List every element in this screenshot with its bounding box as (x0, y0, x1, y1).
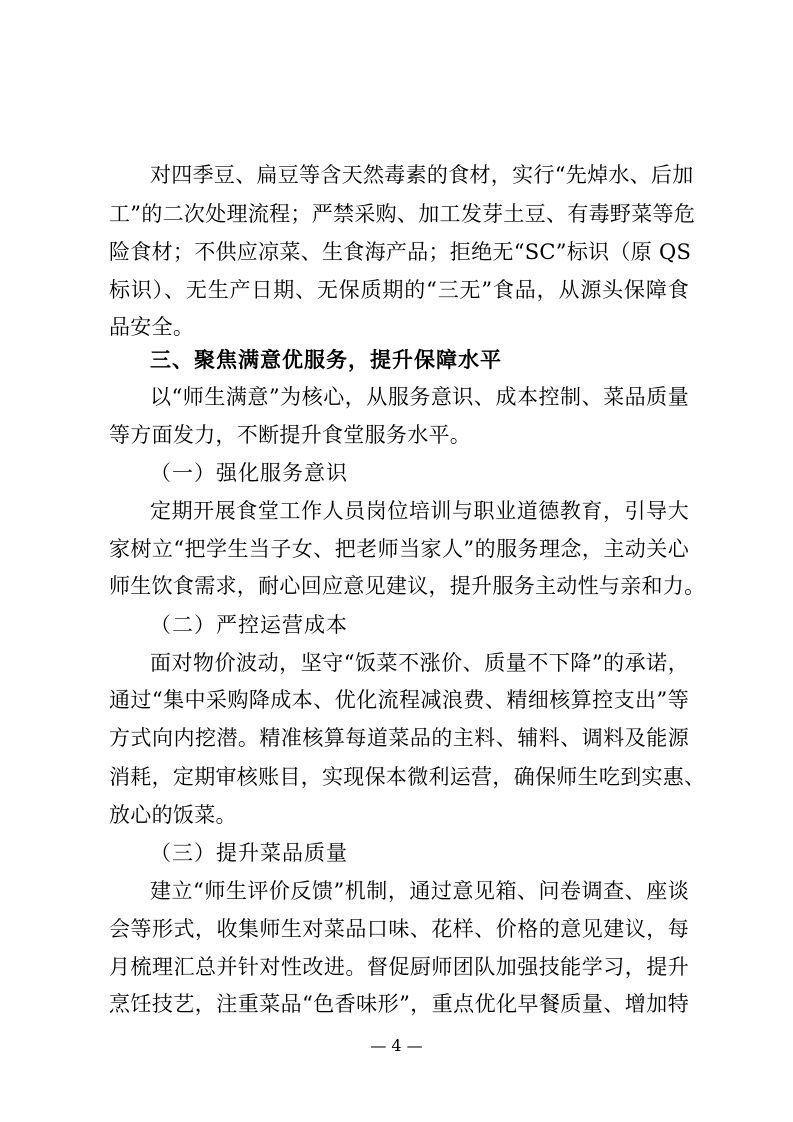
paragraph-line: 师生饮食需求，耐心回应意见建议，提升服务主动性与亲和力。 (109, 574, 706, 598)
paragraph-line: 定期开展食堂工作人员岗位培训与职业道德教育，引导大 (150, 499, 689, 523)
paragraph-line: 家树立“把学生当子女、把老师当家人”的服务理念，主动关心 (109, 537, 689, 561)
subsection-heading: （二）严控运营成本 (150, 613, 348, 637)
paragraph-line: 消耗，定期审核账目，实现保本微利运营，确保师生吃到实惠、 (109, 765, 706, 789)
paragraph-line: 工”的二次处理流程；严禁采购、加工发芽土豆、有毒野菜等危 (109, 202, 696, 226)
paragraph-line: 险食材；不供应凉菜、生食海产品；拒绝无“SC”标识（原 QS (109, 240, 692, 264)
paragraph-line: 品安全。 (109, 315, 195, 339)
paragraph-line: 标识）、无生产日期、无保质期的“三无”食品，从源头保障食 (109, 278, 689, 302)
section-heading: 三、聚焦满意优服务，提升保障水平 (150, 348, 502, 372)
subsection-heading: （一）强化服务意识 (150, 461, 348, 485)
paragraph-line: 等方面发力，不断提升食堂服务水平。 (109, 423, 472, 447)
paragraph-line: 以“师生满意”为核心，从服务意识、成本控制、菜品质量 (150, 385, 689, 409)
paragraph-line: 对四季豆、扁豆等含天然毒素的食材，实行“先焯水、后加 (150, 163, 694, 187)
subsection-heading: （三）提升菜品质量 (150, 841, 348, 865)
paragraph-line: 建立“师生评价反馈”机制，通过意见箱、问卷调查、座谈 (150, 879, 689, 903)
paragraph-line: 通过“集中采购降成本、优化流程减浪费、精细核算控支出”等 (109, 688, 689, 712)
paragraph-line: 面对物价波动，坚守“饭菜不涨价、质量不下降”的承诺， (150, 651, 689, 675)
paragraph-line: 方式向内挖潜。精准核算每道菜品的主料、辅料、调料及能源 (109, 726, 689, 750)
paragraph-line: 烹饪技艺，注重菜品“色香味形”，重点优化早餐质量、增加特 (109, 992, 689, 1016)
paragraph-line: 放心的饭菜。 (109, 803, 237, 827)
page-number: — 4 — (370, 1036, 423, 1055)
paragraph-line: 月梳理汇总并针对性改进。督促厨师团队加强技能学习，提升 (109, 955, 689, 979)
paragraph-line: 会等形式，收集师生对菜品口味、花样、价格的意见建议，每 (109, 917, 689, 941)
